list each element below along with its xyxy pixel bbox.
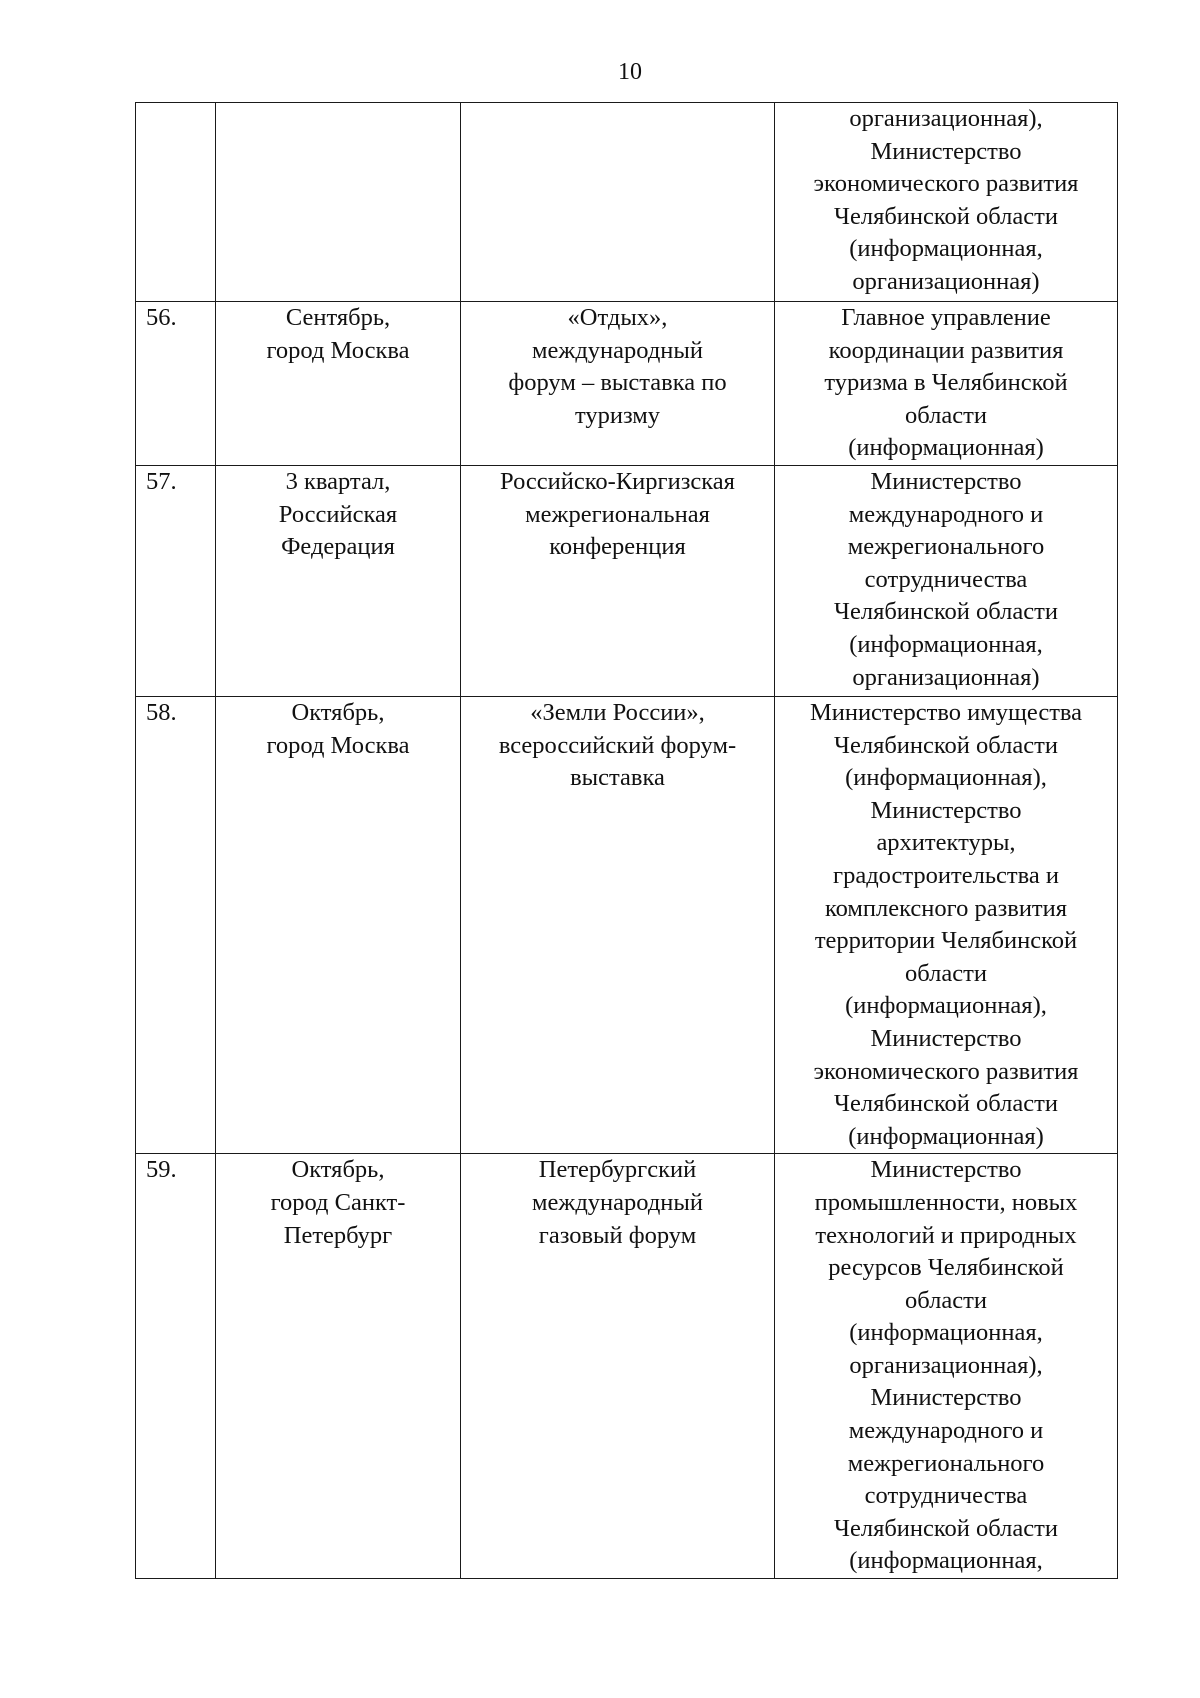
- event-text-line: всероссийский форум-: [498, 731, 737, 759]
- events-table: [135, 102, 1118, 1579]
- organizer-text-line: (информационная),: [845, 992, 1047, 1020]
- cell-num: [136, 1154, 216, 1579]
- organizer-text-line: области: [905, 1286, 987, 1314]
- num-text: 57.: [146, 468, 177, 495]
- event-text-line: «Земли России»,: [530, 699, 705, 726]
- organizer-text-line: Министерство: [870, 137, 1022, 165]
- organizer-text-line: организационная),: [849, 1351, 1043, 1379]
- organizer-text-line: экономического развития: [813, 1057, 1079, 1085]
- date-text-line: Сентябрь,: [285, 304, 391, 331]
- date-text-line: 3 квартал,: [285, 468, 391, 495]
- event-text-line: «Отдых»,: [567, 304, 668, 331]
- organizer-text-line: (информационная,: [849, 1319, 1043, 1347]
- organizer-text-line: (информационная): [848, 434, 1044, 462]
- organizer-text-line: организационная): [852, 663, 1040, 691]
- cell-num: [136, 302, 216, 466]
- date-text-line: город Москва: [266, 336, 410, 364]
- event-text-line: международный: [532, 1188, 703, 1216]
- organizer-text-line: (информационная,: [849, 630, 1043, 658]
- table-row: [136, 103, 1118, 302]
- organizer-text-line: Челябинской области: [834, 1090, 1058, 1118]
- table-row: [136, 697, 1118, 1154]
- table-row: [136, 466, 1118, 697]
- organizer-text-line: экономического развития: [813, 170, 1079, 198]
- organizer-text-line: Министерство: [870, 1384, 1022, 1412]
- organizer-text-line: Челябинской области: [834, 202, 1058, 230]
- organizer-text-line: (информационная,: [849, 1547, 1043, 1575]
- cell-organizer: [775, 302, 1118, 466]
- organizer-text-line: организационная): [852, 267, 1040, 295]
- date-text-line: Российская: [278, 500, 398, 528]
- organizer-text-line: градостроительства и: [833, 861, 1059, 889]
- organizer-text-line: Челябинской области: [834, 1514, 1058, 1542]
- cell-event: [461, 103, 775, 302]
- events-table-body: [136, 103, 1118, 1579]
- organizer-text-line: (информационная),: [845, 764, 1047, 792]
- organizer-text-line: территории Челябинской: [814, 927, 1078, 955]
- cell-event: [461, 302, 775, 466]
- cell-event: [461, 466, 775, 697]
- event-text-line: форум – выставка по: [508, 369, 727, 397]
- event-text-line: газовый форум: [538, 1221, 697, 1249]
- cell-date: [216, 103, 461, 302]
- cell-organizer: [775, 466, 1118, 697]
- cell-num: [136, 697, 216, 1154]
- event-text-line: межрегиональная: [525, 500, 710, 528]
- organizer-text-line: Министерство имущества: [809, 699, 1083, 726]
- cell-date: [216, 1154, 461, 1579]
- event-text-line: выставка: [570, 764, 665, 792]
- organizer-text-line: международного и: [848, 1417, 1044, 1445]
- date-text-line: Октябрь,: [291, 699, 385, 726]
- organizer-text-line: Министерство: [870, 1024, 1022, 1052]
- organizer-text-line: сотрудничества: [864, 565, 1028, 593]
- organizer-text-line: Министерство: [870, 468, 1022, 495]
- date-text-line: Петербург: [283, 1221, 393, 1249]
- organizer-text-line: Министерство: [870, 796, 1022, 824]
- event-text-line: туризму: [574, 401, 661, 429]
- organizer-text-line: межрегионального: [847, 1449, 1045, 1477]
- organizer-text-line: комплексного развития: [824, 894, 1068, 922]
- date-text-line: город Москва: [266, 731, 410, 759]
- organizer-text-line: (информационная,: [849, 235, 1043, 263]
- organizer-text-line: Главное управление: [841, 304, 1051, 331]
- cell-organizer: [775, 1154, 1118, 1579]
- date-text-line: Октябрь,: [291, 1156, 385, 1184]
- cell-event: [461, 697, 775, 1154]
- organizer-text-line: межрегионального: [847, 533, 1045, 561]
- organizer-text-line: организационная),: [849, 105, 1043, 132]
- organizer-text-line: международного и: [848, 500, 1044, 528]
- organizer-text-line: (информационная): [848, 1122, 1044, 1150]
- organizer-text-line: Министерство: [870, 1156, 1022, 1184]
- num-text: 56.: [146, 304, 177, 331]
- cell-date: [216, 302, 461, 466]
- cell-num: [136, 103, 216, 302]
- date-text-line: город Санкт-: [270, 1188, 406, 1216]
- organizer-text-line: ресурсов Челябинской: [828, 1254, 1064, 1282]
- organizer-text-line: координации развития: [828, 336, 1064, 364]
- table-row: [136, 1154, 1118, 1579]
- organizer-text-line: области: [905, 401, 987, 429]
- date-text-line: Федерация: [281, 533, 395, 561]
- organizer-text-line: технологий и природных: [815, 1221, 1077, 1249]
- num-text: 58.: [146, 699, 177, 726]
- organizer-text-line: промышленности, новых: [814, 1188, 1078, 1216]
- organizer-text-line: архитектуры,: [876, 829, 1016, 857]
- organizer-text-line: Челябинской области: [834, 731, 1058, 759]
- event-text-line: Петербургский: [538, 1156, 697, 1184]
- num-text: 59.: [146, 1156, 177, 1184]
- event-text-line: международный: [532, 336, 703, 364]
- event-text-line: конференция: [549, 533, 686, 561]
- cell-date: [216, 697, 461, 1154]
- cell-event: [461, 1154, 775, 1579]
- cell-date: [216, 466, 461, 697]
- organizer-text-line: Челябинской области: [834, 598, 1058, 626]
- organizer-text-line: сотрудничества: [864, 1482, 1028, 1510]
- organizer-text-line: туризма в Челябинской: [824, 369, 1068, 397]
- cell-organizer: [775, 697, 1118, 1154]
- page-number: 10: [618, 59, 642, 85]
- cell-num: [136, 466, 216, 697]
- event-text-line: Российско-Киргизская: [500, 468, 735, 495]
- table-row: [136, 302, 1118, 466]
- organizer-text-line: области: [905, 959, 987, 987]
- cell-organizer: [775, 103, 1118, 302]
